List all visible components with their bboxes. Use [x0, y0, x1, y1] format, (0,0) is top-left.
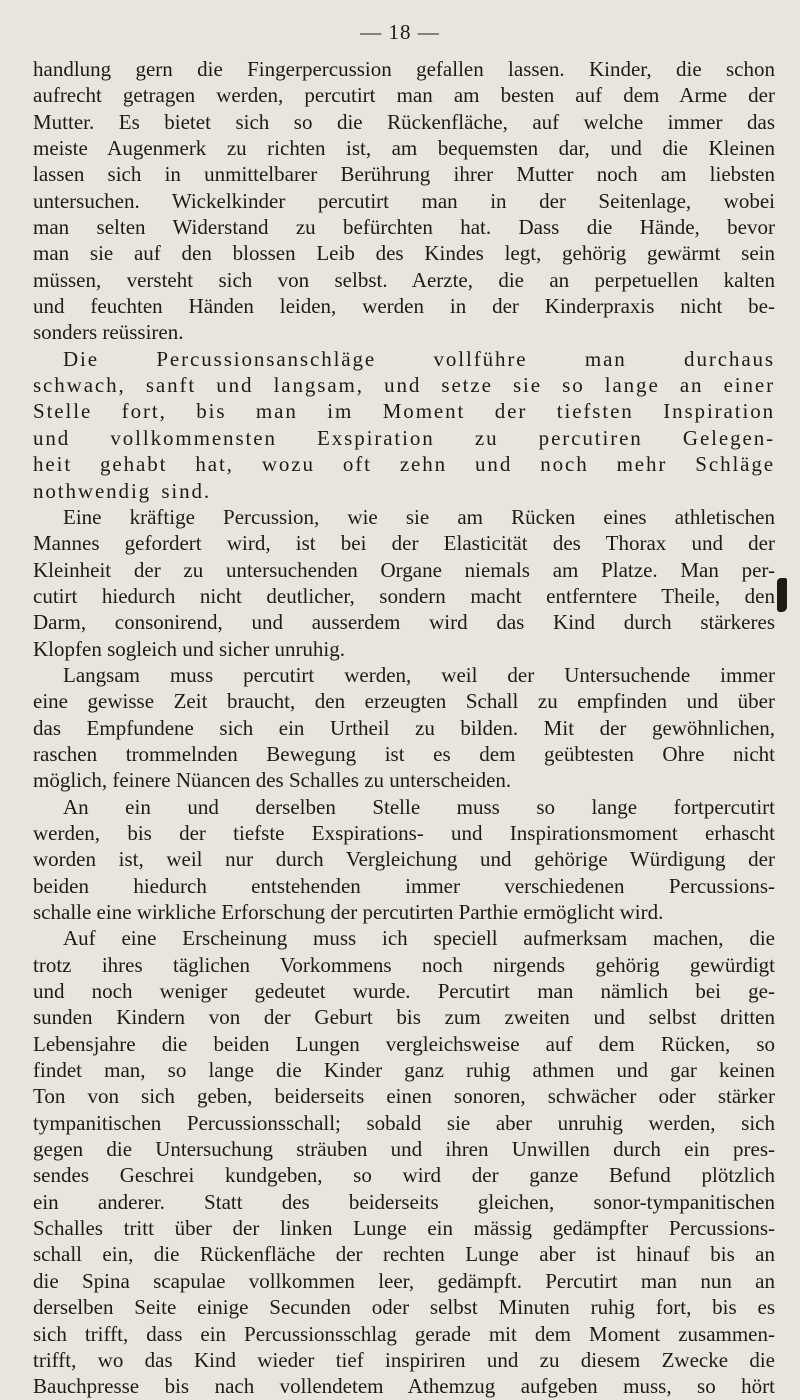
text-line: tympanitischen Percussionsschall; sobald sie aber unruhig werden, sich — [33, 1110, 775, 1135]
text-line: derselben Seite einige Secunden oder selbst Minuten ruhig fort, bis es — [33, 1295, 775, 1320]
text-line: Mutter. Es bietet sich so die Rückenfläche, auf welche immer das — [33, 109, 775, 134]
text-line: Darm, consonirend, und ausserdem wird das Kind durch stärkeres — [33, 610, 775, 635]
text-line: Auf eine Erscheinung muss ich speciell aufmerksam machen, die — [63, 926, 775, 951]
text-line: Mannes gefordert wird, ist bei der Elasticität des Thorax und der — [33, 531, 775, 556]
text-line: trotz ihres täglichen Vorkommens noch nirgends gehörig gewürdigt — [33, 952, 775, 977]
text-line: aufrecht getragen werden, percutirt man am besten auf dem Arme der — [33, 83, 775, 108]
text-line: Klopfen sogleich und sicher unruhig. — [33, 636, 346, 661]
text-line: die Spina scapulae vollkommen leer, gedämpft. Percutirt man nun an — [33, 1268, 775, 1293]
text-line: worden ist, weil nur durch Vergleichung und gehörige Würdigung der — [33, 847, 775, 872]
ink-blot — [777, 578, 787, 612]
text-line: handlung gern die Fingerpercussion gefallen lassen. Kinder, die schon — [33, 57, 775, 81]
text-line: Lebensjahre die beiden Lungen vergleichsweise auf dem Rücken, so — [33, 1031, 775, 1056]
text-line: An ein und derselben Stelle muss so lange fortpercutirt — [63, 794, 775, 819]
text-line: werden, bis der tiefste Exspirations- und Inspirationsmoment erhascht — [33, 820, 775, 845]
text-line: eine gewisse Zeit braucht, den erzeugten Schall zu empfinden und über — [33, 689, 775, 714]
text-line: Bauchpresse bis nach vollendetem Athemzug aufgeben muss, so hört — [33, 1374, 775, 1399]
text-line: schalle eine wirkliche Erforschung der percutirten Parthie ermöglicht wird. — [33, 900, 664, 924]
text-line: sendes Geschrei kundgeben, so wird der ganze Befund plötzlich — [33, 1163, 775, 1188]
text-line: Die Percussionsanschläge vollführe man durchaus — [63, 346, 775, 371]
body-text — [33, 56, 775, 1400]
text-line: nothwendig sind. — [33, 478, 212, 503]
text-line: gegen die Untersuchung sträuben und ihren Unwillen durch ein pres- — [33, 1137, 775, 1162]
text-line: schall ein, die Rückenfläche der rechten Lunge aber ist hinauf bis an — [33, 1242, 775, 1267]
text-line: sunden Kindern von der Geburt bis zum zweiten und selbst dritten — [33, 1005, 775, 1030]
text-line: Langsam muss percutirt werden, weil der Untersuchende immer — [63, 662, 775, 687]
text-line: und vollkommensten Exspiration zu percutiren Gelegen- — [33, 425, 775, 450]
text-line: ein anderer. Statt des beiderseits gleichen, sonor-tympanitischen — [33, 1189, 775, 1214]
text-line: müssen, versteht sich von selbst. Aerzte, die an perpetuellen kalten — [33, 267, 775, 292]
text-line: und noch weniger gedeutet wurde. Percutirt man nämlich bei ge- — [33, 979, 775, 1004]
text-line: raschen trommelnden Bewegung ist es dem geübtesten Ohre nicht — [33, 741, 775, 766]
text-line: man sie auf den blossen Leib des Kindes legt, gehörig gewärmt sein — [33, 241, 775, 266]
text-line: trifft, wo das Kind wieder tief inspiriren und zu diesem Zwecke die — [33, 1347, 775, 1372]
text-line: sonders reüssiren. — [33, 320, 184, 345]
text-line: schwach, sanft und langsam, und setze sie so lange an einer — [33, 373, 775, 398]
text-line: meiste Augenmerk zu richten ist, am bequemsten dar, und die Kleinen — [33, 136, 775, 161]
text-line: das Empfundene sich ein Urtheil zu bilden. Mit der gewöhnlichen, — [33, 715, 775, 740]
text-line: findet man, so lange die Kinder ganz ruhig athmen und gar keinen — [33, 1058, 775, 1083]
text-line: untersuchen. Wickelkinder percutirt man in der Seitenlage, wobei — [33, 188, 775, 213]
text-line: heit gehabt hat, wozu oft zehn und noch mehr Schläge — [33, 452, 775, 477]
text-line: Kleinheit der zu untersuchenden Organe niemals am Platze. Man per- — [33, 557, 775, 582]
text-line: beiden hiedurch entstehenden immer verschiedenen Percussions- — [33, 873, 775, 898]
text-line: Ton von sich geben, beiderseits einen sonoren, schwächer oder stärker — [33, 1084, 775, 1109]
text-line: man selten Widerstand zu befürchten hat. Dass die Hände, bevor — [33, 215, 775, 240]
text-line: möglich, feinere Nüancen des Schalles zu unterscheiden. — [33, 768, 512, 793]
page-number: — 18 — — [360, 20, 440, 44]
text-line: cutirt hiedurch nicht deutlicher, sondern macht entferntere Theile, den — [33, 583, 775, 608]
text-line: sich trifft, dass ein Percussionsschlag gerade mit dem Moment zusammen- — [33, 1321, 775, 1346]
text-line: Stelle fort, bis man im Moment der tiefsten Inspiration — [33, 399, 775, 424]
text-line: lassen sich in unmittelbarer Berührung ihrer Mutter noch am liebsten — [33, 162, 775, 187]
text-line: Schalles tritt über der linken Lunge ein mässig gedämpfter Percussions- — [33, 1216, 775, 1241]
text-line: und feuchten Händen leiden, werden in der Kinderpraxis nicht be- — [33, 294, 775, 319]
text-line: Eine kräftige Percussion, wie sie am Rücken eines athletischen — [63, 504, 775, 529]
